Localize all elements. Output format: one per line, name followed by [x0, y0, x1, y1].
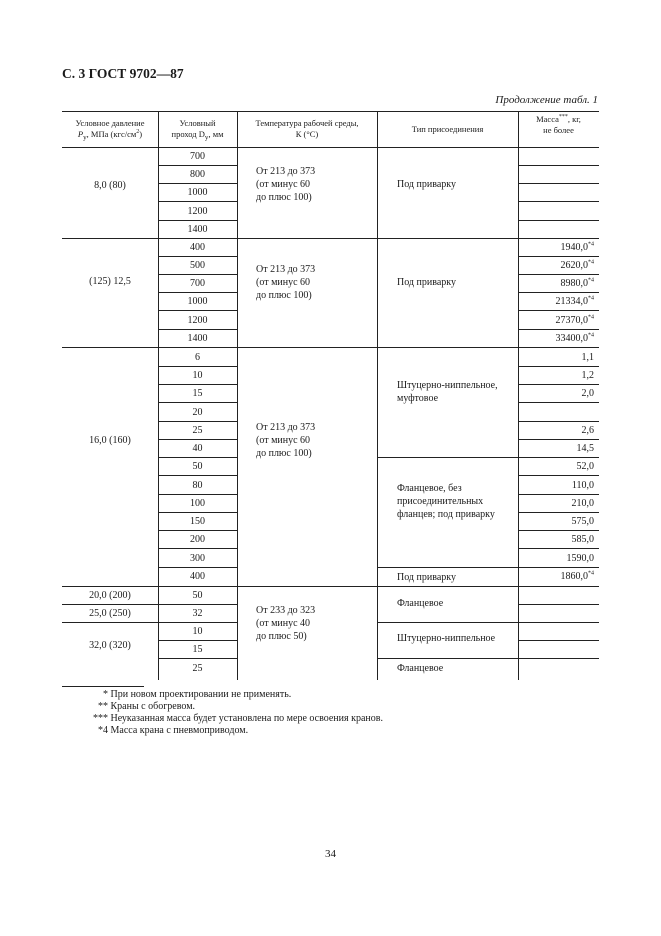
table-rule: [518, 256, 599, 257]
mass-cell: [518, 369, 594, 382]
diameter-cell: 80: [192, 480, 203, 491]
mass-value: 210,0: [571, 498, 594, 509]
footnote: [62, 725, 248, 737]
table-rule: [158, 220, 237, 221]
mass-value: 21334,0$^{*4}$: [555, 295, 594, 307]
table-rule: [158, 439, 237, 440]
table-rule: [158, 475, 237, 476]
connection-cell: Фланцевое: [397, 598, 444, 609]
mass-value: 52,0: [576, 461, 594, 472]
diameter-cell: 1400: [187, 224, 208, 235]
connection-cell: [397, 379, 498, 405]
table-rule: [158, 640, 237, 641]
table-rule: [518, 475, 599, 476]
diameter-cell: 400: [190, 571, 205, 582]
mass-cell: [518, 295, 594, 308]
temperature-line: (от минус 60: [256, 179, 311, 190]
mass-cell: [518, 479, 594, 492]
temperature-cell: [256, 165, 315, 204]
table-rule: [518, 366, 599, 367]
diameter-cell: 700: [190, 151, 205, 162]
table-rule: [62, 622, 158, 623]
connection-line: муфтовое: [397, 393, 439, 404]
header-mass-sup: ***: [558, 114, 568, 121]
mass-value: 1,2: [581, 370, 594, 381]
header-diameter-sub: у: [204, 133, 209, 142]
diameter-cell: 25: [192, 425, 203, 436]
table-rule: [158, 494, 237, 495]
table-rule: [518, 402, 599, 403]
diameter-cell: 400: [190, 242, 205, 253]
temperature-line: От 213 до 373: [256, 264, 316, 275]
footnote-text: При новом проектировании не применять.: [110, 689, 292, 700]
table-rule: [158, 604, 237, 605]
mass-cell: [518, 387, 594, 400]
temperature-cell: [256, 263, 315, 302]
footnote: [62, 701, 195, 713]
table-rule: [158, 384, 237, 385]
mass-footnote-mark: *4: [588, 277, 594, 284]
table-rule: [158, 548, 237, 549]
footnote: [62, 689, 291, 701]
connection-cell: [397, 482, 495, 521]
diameter-cell: 20: [192, 407, 203, 418]
table-rule: [158, 165, 237, 166]
temperature-line: От 213 до 373: [256, 166, 316, 177]
diameter-cell: 1000: [187, 187, 208, 198]
table-rule: [158, 622, 237, 623]
mass-value: 14,5: [576, 443, 594, 454]
table-rule: [377, 622, 599, 623]
diameter-cell: 50: [192, 590, 203, 601]
table-rule: [377, 457, 599, 458]
pressure-cell: 32,0 (320): [89, 640, 131, 651]
diameter-cell: 300: [190, 553, 205, 564]
diameter-cell: 15: [192, 644, 203, 655]
mass-value: 2,6: [581, 425, 594, 436]
header-mass-line1: Масса: [536, 114, 559, 124]
table-rule: [377, 567, 599, 568]
mass-cell: [518, 570, 594, 583]
mass-value: 575,0: [571, 516, 594, 527]
table-rule: [518, 530, 599, 531]
mass-footnote-mark: *4: [588, 570, 594, 577]
table-rule: [518, 329, 599, 330]
footnote-mark: **: [98, 701, 108, 712]
diameter-cell: 1200: [187, 206, 208, 217]
page-number: 34: [325, 848, 336, 860]
mass-value: 1860,0$^{*4}$: [560, 570, 594, 582]
temperature-line: до плюс 100): [256, 192, 312, 203]
table-rule: [158, 310, 237, 311]
footnote-mark: ***: [93, 713, 108, 724]
footnote-mark: *4: [98, 725, 108, 736]
connection-cell: Под приварку: [397, 572, 456, 583]
diameter-cell: 100: [190, 498, 205, 509]
table-rule: [518, 292, 599, 293]
mass-cell: [518, 424, 594, 437]
table-rule: [158, 658, 237, 659]
table-rule: [158, 567, 237, 568]
table-rule: [158, 530, 237, 531]
temperature-cell: [256, 421, 315, 460]
header-pressure-symbol: P: [77, 129, 84, 139]
pressure-cell: (125) 12,5: [89, 276, 131, 287]
table-rule: [158, 292, 237, 293]
pressure-cell: 16,0 (160): [89, 435, 131, 446]
mass-footnote-mark: *4: [588, 314, 594, 321]
mass-cell: [518, 460, 594, 473]
diameter-cell: 10: [192, 626, 203, 637]
table-rule: [518, 183, 599, 184]
diameter-cell: 32: [192, 608, 203, 619]
diameter-cell: 800: [190, 169, 205, 180]
mass-cell: [518, 515, 594, 528]
connection-line: Фланцевое, без: [397, 483, 462, 494]
mass-cell: [518, 277, 594, 290]
temperature-line: до плюс 100): [256, 290, 312, 301]
mass-value: 1590,0: [566, 553, 594, 564]
header-pressure-sup: 2: [136, 129, 140, 136]
header-temperature: [237, 118, 377, 140]
temperature-line: до плюс 50): [256, 631, 307, 642]
table-rule: [518, 640, 599, 641]
header-pressure-sub: у: [83, 133, 87, 142]
mass-cell: [518, 332, 594, 345]
table-rule: [518, 310, 599, 311]
temperature-line: (от минус 40: [256, 618, 311, 629]
pressure-cell: 20,0 (200): [89, 590, 131, 601]
table-rule: [158, 329, 237, 330]
connection-cell: Под приварку: [397, 277, 456, 288]
header-temperature-line1: Температура рабочей среды,: [255, 118, 359, 128]
mass-footnote-mark: *4: [588, 241, 594, 248]
header-pressure-line1: Условное давление: [75, 118, 145, 128]
diameter-cell: 15: [192, 388, 203, 399]
diameter-cell: 200: [190, 534, 205, 545]
diameter-cell: 10: [192, 370, 203, 381]
mass-cell: [518, 259, 594, 272]
connection-cell: Штуцерно-ниппельное: [397, 633, 496, 644]
table-rule: [158, 457, 237, 458]
diameter-cell: 50: [192, 461, 203, 472]
diameter-cell: 700: [190, 278, 205, 289]
table-rule: [158, 421, 237, 422]
header-connection: Тип присоединения: [411, 124, 484, 134]
table-rule: [237, 111, 238, 680]
mass-cell: [518, 533, 594, 546]
table-rule: [158, 512, 237, 513]
table-rule: [518, 494, 599, 495]
temperature-line: до плюс 100): [256, 448, 312, 459]
table-rule: [518, 421, 599, 422]
header-diameter-unit: , мм: [208, 129, 224, 139]
header-pressure-unit: , МПа (кгс/см: [86, 129, 137, 139]
connection-cell: Фланцевое: [397, 663, 444, 674]
pressure-cell: 8,0 (80): [94, 180, 126, 191]
diameter-cell: 40: [192, 443, 203, 454]
mass-cell: [518, 241, 594, 254]
mass-value: 8980,0$^{*4}$: [560, 277, 594, 289]
connection-line: Штуцерно-ниппельное,: [397, 380, 498, 391]
footnote-text: Краны с обогревом.: [110, 701, 196, 712]
connection-cell: Под приварку: [397, 179, 456, 190]
mass-cell: [518, 351, 594, 364]
temperature-line: От 233 до 323: [256, 605, 316, 616]
diameter-cell: 6: [195, 352, 200, 363]
mass-cell: [518, 314, 594, 327]
temperature-line: (от минус 60: [256, 277, 311, 288]
mass-footnote-mark: *4: [588, 332, 594, 339]
diameter-cell: 500: [190, 260, 205, 271]
table-rule: [518, 548, 599, 549]
header-mass: [518, 114, 599, 136]
header-diameter-line1: Условный: [179, 118, 216, 128]
table-rule: [377, 111, 378, 680]
table-rule: [158, 366, 237, 367]
table-rule: [518, 220, 599, 221]
table-rule: [158, 183, 237, 184]
header-pressure: [62, 118, 158, 144]
table-rule: [158, 201, 237, 202]
table-rule: [158, 274, 237, 275]
temperature-cell: [256, 604, 315, 643]
footnote-text: Масса крана с пневмоприводом.: [110, 725, 249, 736]
table-rule: [518, 165, 599, 166]
footnote: [62, 713, 383, 725]
mass-cell: [518, 442, 594, 455]
footnote-rule: [62, 686, 144, 687]
header-pressure-close: ): [139, 129, 143, 139]
header-mass-unit: , кг,: [567, 114, 581, 124]
header-mass-line2: не более: [543, 125, 574, 135]
table-rule: [158, 256, 237, 257]
diameter-cell: 1200: [187, 315, 208, 326]
mass-value: 33400,0$^{*4}$: [555, 332, 594, 344]
diameter-cell: 25: [192, 663, 203, 674]
diameter-cell: 150: [190, 516, 205, 527]
connection-line: фланцев; под приварку: [397, 509, 495, 520]
mass-value: 2,0: [581, 388, 594, 399]
header-temperature-line2: К (°С): [295, 129, 319, 139]
table-rule: [518, 384, 599, 385]
pressure-cell: 25,0 (250): [89, 608, 131, 619]
mass-cell: [518, 552, 594, 565]
temperature-line: (от минус 60: [256, 435, 311, 446]
table-rule: [518, 439, 599, 440]
mass-value: 585,0: [571, 534, 594, 545]
connection-line: присоединительных: [397, 496, 484, 507]
mass-value: 1,1: [581, 352, 594, 363]
table-rule: [518, 274, 599, 275]
table-rule: [377, 658, 599, 659]
page-header: С. 3 ГОСТ 9702—87: [62, 66, 184, 81]
table-rule: [62, 604, 158, 605]
mass-value: 27370,0$^{*4}$: [555, 314, 594, 326]
diameter-cell: 1400: [187, 333, 208, 344]
mass-cell: [518, 497, 594, 510]
table-rule: [518, 512, 599, 513]
header-diameter: [158, 118, 237, 144]
mass-value: 1940,0$^{*4}$: [560, 241, 594, 253]
footnote-text: Неуказанная масса будет установлена по мере освоения кранов.: [110, 713, 383, 724]
temperature-line: От 213 до 373: [256, 422, 316, 433]
mass-footnote-mark: *4: [588, 259, 594, 266]
mass-footnote-mark: *4: [588, 295, 594, 302]
mass-value: 2620,0$^{*4}$: [560, 259, 594, 271]
table-rule: [518, 604, 599, 605]
header-diameter-line2: проход D: [171, 129, 205, 139]
mass-value: 110,0: [571, 480, 594, 491]
table-continuation-label: Продолжение табл. 1: [495, 94, 598, 106]
table-rule: [158, 402, 237, 403]
diameter-cell: 1000: [187, 296, 208, 307]
footnote-mark: *: [103, 689, 108, 700]
table-rule: [518, 201, 599, 202]
